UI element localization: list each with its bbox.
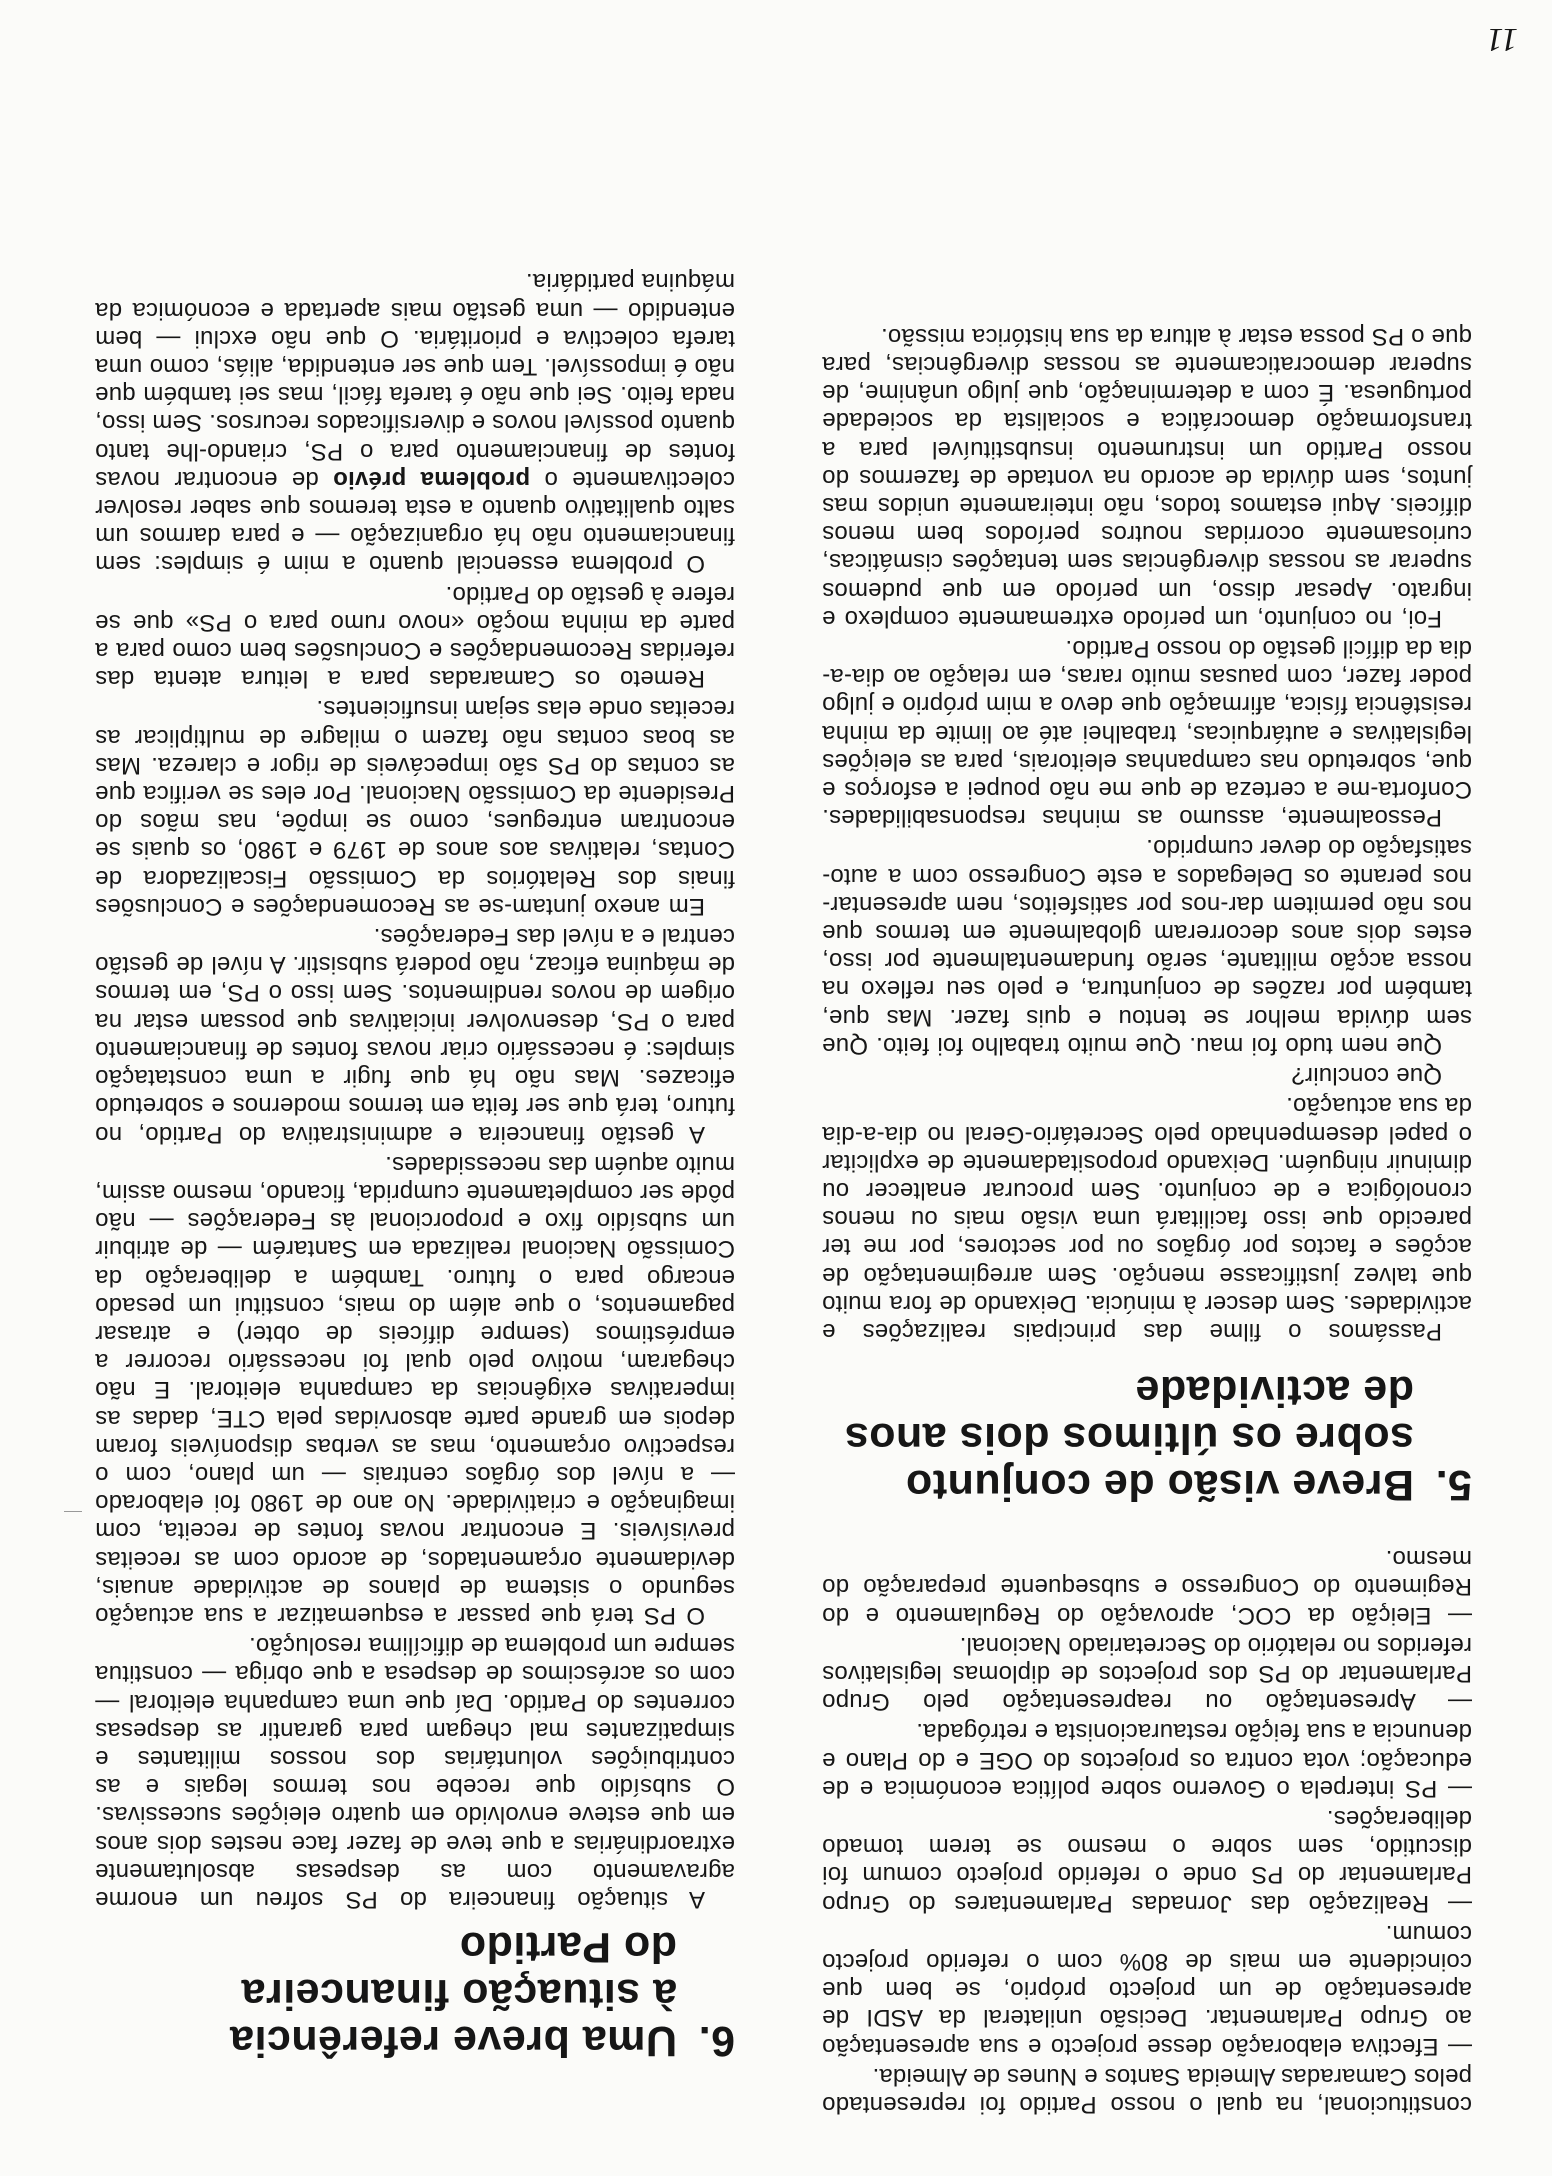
section-5-number: 5.	[1435, 1460, 1472, 1509]
right-para-4: — PS interpela o Governo sobre política económica e de educação; vota contra os projectos do OGE e do Plano e denuncia a sua feição restauracionista e retrógada.	[822, 1718, 1472, 1802]
section-5-title-line-3: de actividade	[1135, 1366, 1414, 1415]
section-5-title-line-1: Breve visão de conjunto	[905, 1460, 1414, 1509]
page-number: 11	[1486, 21, 1518, 58]
left-column	[822, 320, 1472, 2176]
section-6-title-line-2: à situação financeira	[241, 1970, 677, 2018]
section-6-para-5: Remeto os Camaradas para a leitura atenta das referidas Recomendações e Conclusões bem como para a parte da minha moção «novo rumo para o PS» que se refere à gestão do Partido.	[95, 580, 735, 693]
section-6-para-3: A gestão financeira e administrativa do Partido, no futuro, terá que ser feita em termos modernos e sobretudo eficazes. Mas não há que fugir a uma constatação simples: é necessário criar novas fontes de financiamento para o PS, desenvolver iniciativas que possam estar na origem de novos rendimentos. Sem isso o PS, em termos de máquina eficaz, não poderá subsistir. A nível de gestão central e a nível das Federações.	[95, 923, 735, 1148]
section-5-para-3: Que nem tudo foi mau. Que muito trabalho foi feito. Que sem dúvida melhor se tentou e quis fazer. Mas que, também por razões de conjuntura, e pelo seu reflexo na nossa acção militante, serão fundamentalmente por isso, estes dois anos decorreram globalmente em termos que nos não permitem dar-nos por satisfeitos, nem apresentar-nos perante os Delegados a este Congresso com a auto-satisfação do dever cumprido.	[822, 834, 1472, 1059]
section-5-title-line-2: sobre os últimos dois anos	[844, 1413, 1414, 1462]
scan-mark	[64, 1511, 82, 1512]
section-5-heading	[822, 1367, 1472, 1508]
section-6-title-line-3: do Partido	[459, 1923, 677, 1971]
section-6-title-line-1: Uma breve referência	[229, 2017, 677, 2065]
section-5-para-5: Foi, no conjunto, um período extremamente complexo e ingrato. Apesar disso, um período em que pudemos superar as nossas divergências sem tentações cismáticas, curiosamente ocorridas noutros períodos bem menos difíceis. Aqui estamos todos, não inteiramente unidos mas juntos, sem dúvida de acordo na vontade de fazermos do nosso Partido um instrumento insubstituível para a transformação democrática e socialista da sociedade portuguesa. É com a determinação, que julgo unânime, de superar democraticamente as nossas divergências, para que o PS possa estar à altura da sua histórica missão.	[822, 322, 1472, 632]
problema-previo-emphasis: problema prévio	[333, 465, 531, 493]
section-6-para-1: A situação financeira do PS sofreu um enorme agravamento com as despesas absolutamente extraordinárias a que teve de fazer face nestes dois anos em que esteve envolvido em quatro eleições sucessivas. O subsídio que recebe nos termos legais e as contribuições voluntárias dos nossos militantes e simpatizantes mal chegam para garantir as despesas correntes do Partido. Daí que uma campanha eleitoral — com os acréscimos de despesa a que obriga — constitua sempre um problema de dificílima resolução.	[95, 1632, 735, 1913]
right-para-2: — Efectiva elaboração desse projecto e sua apresentação ao Grupo Parlamentar. Decisão unilateral da ASDI de apresentação de um projecto próprio, se bem que coincidente em mais de 80% com o referido projecto comum.	[822, 1919, 1472, 2060]
right-para-1: constitucional, na qual o nosso Partido foi representado pelos Camaradas Almeida Santos e Nunes de Almeida.	[822, 2062, 1472, 2118]
right-para-3: — Realização das Jornadas Parlamentares do Grupo Parlamentar do PS onde o referido projecto comum foi discutido, sem sobre o mesmo se terem tomado deliberações.	[822, 1804, 1472, 1917]
right-para-6: — Eleição da COC, aprovação do Regulamento e do Regimento do Congresso e subsequente preparação do mesmo.	[822, 1545, 1472, 1629]
right-para-5: — Apresentação ou reapresentação pelo Grupo Parlamentar do PS dos projectos de diplomas legislativos referidos no relatório do Secretariado Nacional.	[822, 1631, 1472, 1716]
section-5-para-1: Passámos o filme das principais realizações e actividades. Sem descer à minúcia. Deixando de fora muito que talvez justificasse menção. Sem arregimentação de acções e factos por órgãos ou por sectores, por me ter parecido que isso facilitará uma visão mais ou menos cronológica e de conjunto. Sem procurar enaltecer ou diminuir ninguém. Deixando propositadamente de explicitar o papel desempenhado pelo Secretário-Geral no dia-a-dia da sua actuação.	[822, 1092, 1472, 1345]
closing-text-before: O problema essencial quanto a mim é simples: sem financiamento não há organização — e para darmos um salto qualitativo quanto a esta teremos que saber resolver colectivamente o	[95, 465, 735, 578]
section-6-para-6	[95, 267, 735, 577]
section-6-heading	[95, 1923, 735, 2064]
closing-text-after: de encontrar novas fontes de financiamento para o PS, criando-lhe tanto quanto possível novos e diversificados recursos. Sem isso, nada feito. Sei que não é tarefa fácil, mas sei também que não é impossível. Tem que ser entendida, aliás, como uma tarefa colectiva e prioritária. O que não exclui — bem entendido — uma gestão mais apertada e económica da máquina partidária.	[95, 268, 735, 493]
section-6-number: 6.	[698, 2017, 735, 2065]
section-5-para-2: Que concluir?	[1291, 1062, 1442, 1090]
right-column	[95, 265, 735, 2176]
section-6-para-2: O PS terá que passar a esquematizar a sua actuação segundo o sistema de planos de actividade anuais, devidamente orçamentados, de acordo com as receitas previsíveis. E encontrar novas fontes de receita, com imaginação e criatividade. No ano de 1980 foi elaborado — a nível dos órgãos centrais — um plano, com o respectivo orçamento, mas as verbas disponíveis foram depois em grande parte absorvidas pela CTE, dadas as imperativas exigências da campanha eleitoral. E não chegaram, motivo pelo qual foi necessário recorrer a empréstimos (sempre difíceis de obter) e atrasar pagamentos, o que além do mais, constitui um pesado encargo para o futuro. Também a deliberação da Comissão Nacional realizada em Santarém — de atribuir um subsídio fixo e proporcional às Federações — não pôde ser completamente cumprida, ficando, mesmo assim, muito aquém das necessidades.	[95, 1150, 735, 1629]
section-5-para-4: Pessoalmente, assumo as minhas responsabilidades. Conforta-me a certeza de que me não poupei a esforços e que, sobretudo nas campanhas eleitorais, para as eleições legislativas e autárquicas, trabalhei até ao limite da minha resistência física, afirmação que devo a mim próprio e julgo poder fazer, com pausas muito raras, em relação ao dia-a-dia da difícil gestão do nosso Partido.	[822, 635, 1472, 832]
section-6-para-4: Em anexo juntam-se as Recomendações e Conclusões finais dos Relatórios da Comissão Fiscalizadora de Contas, relativas aos anos de 1979 e 1980, os quais se encontram entregues, como se impõe, nas mãos do Presidente da Comissão Nacional. Por eles se verifica que as contas do PS são impecáveis de rigor e clareza. Mas as boas contas não fazem o milagre de multiplicar as receitas onde elas sejam insuficientes.	[95, 695, 735, 920]
